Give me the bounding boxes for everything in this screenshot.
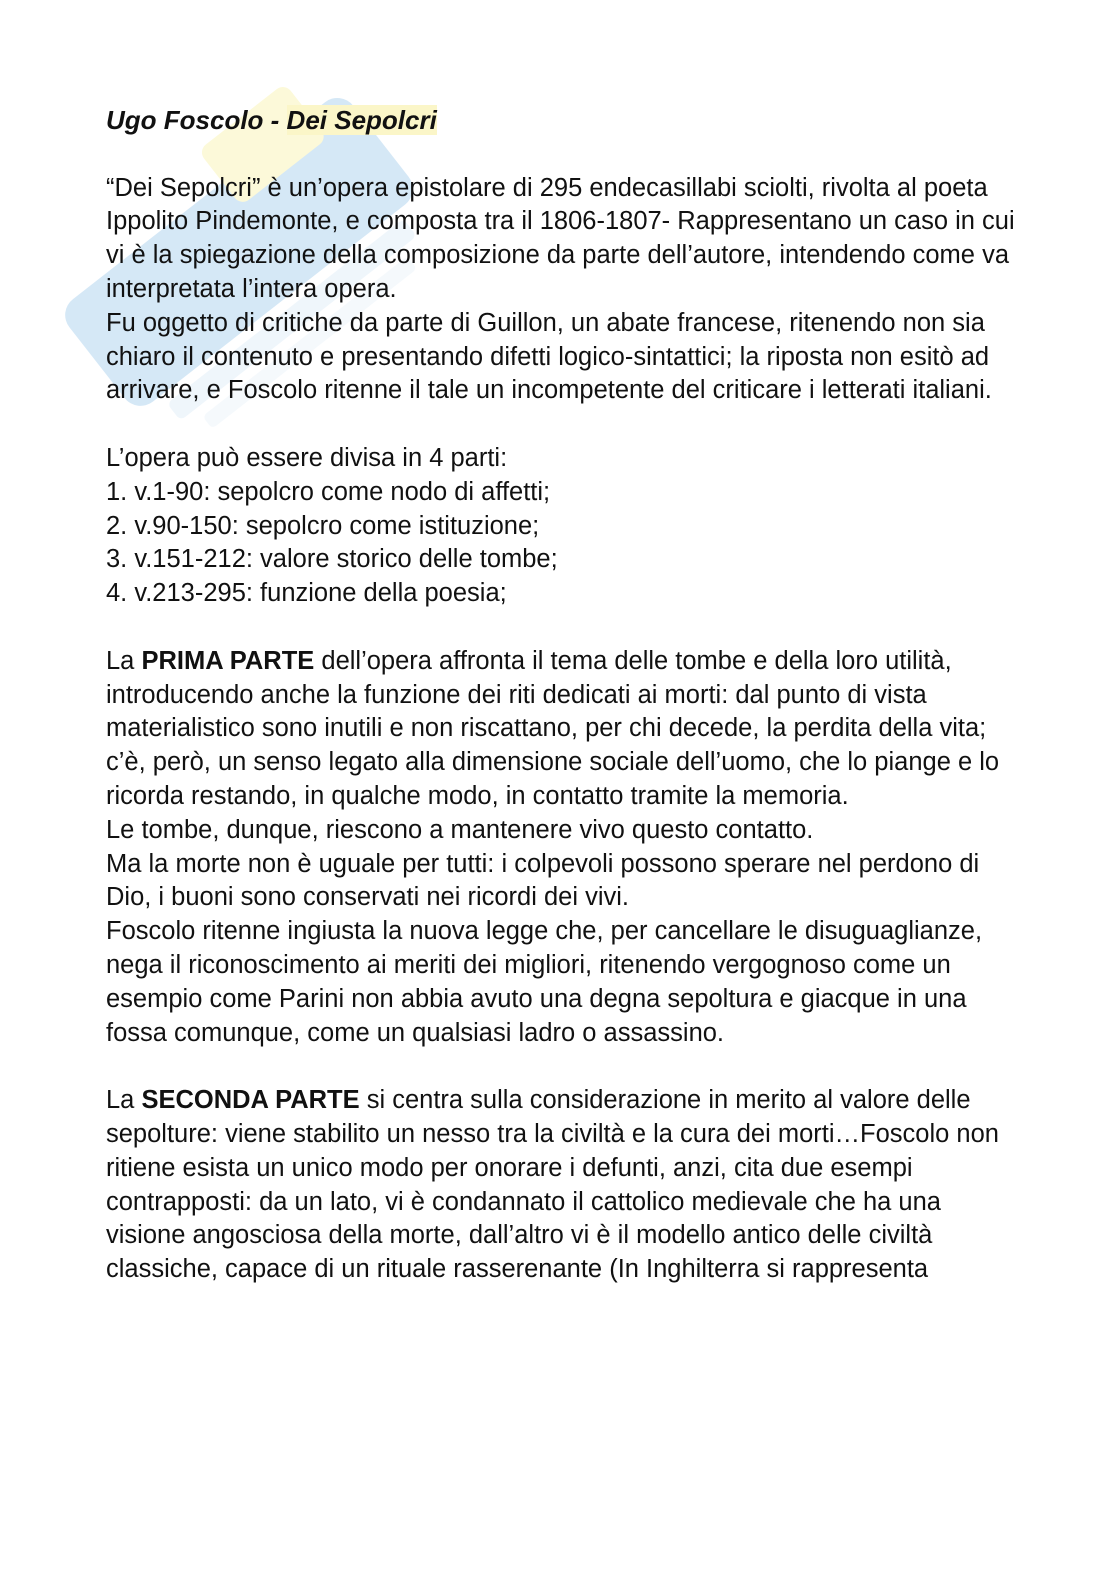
division-lead: L’opera può essere divisa in 4 parti:	[106, 443, 508, 472]
part1-paragraph-1	[106, 645, 1026, 814]
page-title	[106, 104, 1026, 138]
part2-heading: SECONDA PARTE	[141, 1086, 360, 1115]
list-item: 4. v.213-295: funzione della poesia;	[106, 579, 507, 608]
spacer	[106, 611, 1026, 645]
spacer	[106, 408, 1026, 442]
parts-list	[106, 476, 1026, 611]
part2-text: si centra sulla considerazione in merito al valore delle sepolture: viene stabilito un nesso tra la civiltà e la cura dei morti…Foscolo non ritiene esista un unico modo per onorare i defunti, anzi, cita due esempi contrapposti: da un lato, vi è condannato il cattolico medievale che ha una visione angosciosa della morte, dall’altro vi è il modello antico delle civiltà classiche, capace di un rituale rasserenante (In Inghilterra si rappresenta	[106, 1086, 999, 1284]
list-item: 2. v.90-150: sepolcro come istituzione;	[106, 511, 540, 540]
title-work: Dei Sepolcri	[286, 105, 437, 135]
document-body	[106, 104, 1026, 1287]
part1-text: dell’opera affronta il tema delle tombe e della loro utilità, introducendo anche la funzione dei riti dedicati ai morti: dal punto di vista materialistico sono inutili e non riscattano, per chi decede, la perdita della vita; c’è, però, un senso legato alla dimensione sociale dell’uomo, che lo piange e lo ricorda restando, in qualche modo, in contatto tramite la memoria.	[106, 646, 1000, 810]
list-item: 3. v.151-212: valore storico delle tombe;	[106, 545, 558, 574]
part1-paragraph-4: Foscolo ritenne ingiusta la nuova legge che, per cancellare le disuguaglianze, nega il riconoscimento ai meriti dei migliori, ritenendo vergognoso come un esempio come Parini non abbia avuto una degna sepoltura e giacque in una fossa comunque, come un qualsiasi ladro o assassino.	[106, 917, 983, 1047]
intro-paragraph-2: Fu oggetto di critiche da parte di Guillon, un abate francese, ritenendo non sia chiaro il contenuto e presentando difetti logico-sintattici; la riposta non esitò ad arrivare, e Foscolo ritenne il tale un incompetente del criticare i letterati italiani.	[106, 308, 992, 405]
part1-heading: PRIMA PARTE	[141, 646, 315, 675]
part1-paragraph-3: Ma la morte non è uguale per tutti: i colpevoli possono sperare nel perdono di Dio, i buoni sono conservati nei ricordi dei vivi.	[106, 849, 980, 912]
intro-paragraph-1: “Dei Sepolcri” è un’opera epistolare di 295 endecasillabi sciolti, rivolta al poeta Ippolito Pindemonte, e composta tra il 1806-1807- Rappresentano un caso in cui vi è la spiegazione della composizione da parte dell’autore, intendendo come va interpretata l’intera opera.	[106, 173, 1015, 303]
part2-paragraph-1	[106, 1084, 1026, 1287]
spacer	[106, 1050, 1026, 1084]
title-author: Ugo Foscolo -	[106, 105, 287, 135]
part1-paragraph-2: Le tombe, dunque, riescono a mantenere vivo questo contatto.	[106, 815, 814, 844]
part2-prefix: La	[106, 1086, 142, 1115]
list-item: 1. v.1-90: sepolcro come nodo di affetti;	[106, 477, 551, 506]
part1-prefix: La	[106, 646, 142, 675]
